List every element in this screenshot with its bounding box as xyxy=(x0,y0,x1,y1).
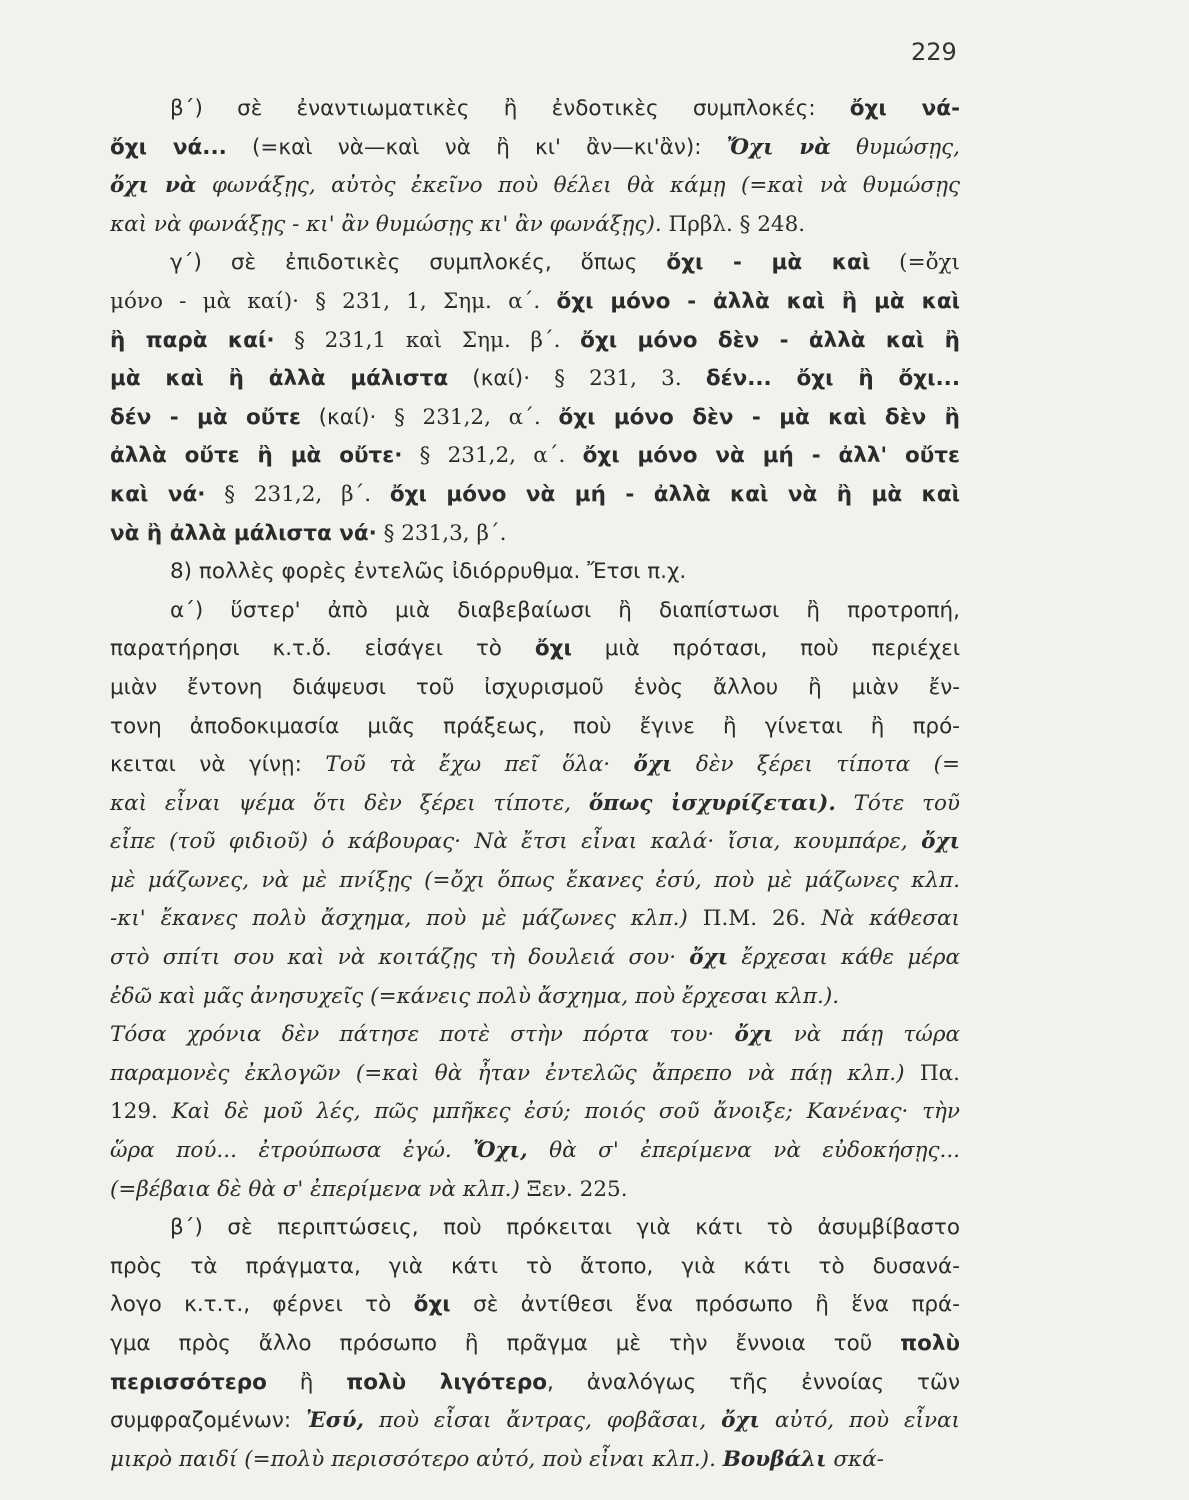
text-run: β΄) σὲ ἐναντιωματικὲς ἢ ἐνδοτικὲς συμπλοκές: xyxy=(170,96,850,121)
text-run: ὄχι νά- xyxy=(849,96,960,121)
text-run: δὲν ξέρει τίποτα (= xyxy=(672,752,960,778)
text-run: παρατήρησι κ.τ.ὅ. εἰσάγει τὸ xyxy=(110,636,535,662)
text-run: Ὄχι, xyxy=(473,1138,528,1164)
text-run: μιὰν ἔντονη διάψευσι τοῦ ἰσχυρισμοῦ ἑνὸς ἄλλου ἢ μιὰν ἔν- xyxy=(110,674,960,700)
text-line xyxy=(110,129,960,168)
text-run: καὶ νά· xyxy=(110,481,206,507)
text-run: λογο κ.τ.τ., φέρνει τὸ xyxy=(110,1292,414,1318)
text-line xyxy=(110,630,960,669)
text-run: § 231,2, β΄. xyxy=(205,481,390,507)
text-run: μὲ μάζωνες, νὰ μὲ πνίξῃς (=ὄχι ὅπως ἔκανες ἐσύ, ποὺ μὲ μάζωνες κλπ. xyxy=(110,867,960,893)
text-run: β΄) σὲ περιπτώσεις, ποὺ πρόκειται γιὰ κάτι τὸ ἀσυμβίβαστο xyxy=(170,1215,960,1241)
text-run: 129. xyxy=(110,1099,172,1125)
text-run: ὄχι μόνο - ἀλλὰ καὶ ἢ μὰ καὶ xyxy=(556,288,960,314)
text-run: ὄχι μόνο δὲν - ἀλλὰ καὶ ἢ xyxy=(580,327,960,353)
text-line xyxy=(110,244,960,283)
text-run: αὐτό, ποὺ εἶναι xyxy=(759,1408,960,1434)
text-run: θυμώσῃς, xyxy=(830,134,960,160)
text-run: Ἐσύ, xyxy=(306,1408,365,1434)
text-run: ὄχι νά... xyxy=(110,134,227,160)
text-run: γ΄) σὲ ἐπιδοτικὲς συμπλοκές, ὅπως xyxy=(170,250,667,276)
text-run: Βουβάλι xyxy=(722,1446,827,1472)
text-line xyxy=(110,1325,960,1364)
text-run: Τόσα χρόνια δὲν πάτησε ποτὲ στὴν πόρτα του· xyxy=(110,1022,735,1048)
text-run: καὶ νὰ φωνάξῃς - κι' ἂν θυμώσῃς κι' ἂν φωνάξῃς). xyxy=(110,211,662,237)
text-run: πρὸς τὰ πράγματα, γιὰ κάτι τὸ ἄτοπο, γιὰ κάτι τὸ δυσανά- xyxy=(110,1253,960,1279)
text-run: κειται νὰ γίνῃ: xyxy=(110,752,326,778)
text-line xyxy=(110,1402,960,1441)
text-run: ποὺ εἶσαι ἄντρας, φοβᾶσαι, xyxy=(364,1408,722,1434)
text-line xyxy=(110,206,960,245)
text-line xyxy=(110,1171,960,1210)
text-run: περισσότερο xyxy=(110,1369,267,1395)
text-line xyxy=(110,1132,960,1171)
text-run: γμα πρὸς ἄλλο πρόσωπο ἢ πρᾶγμα μὲ τὴν ἔννοια τοῦ xyxy=(110,1331,901,1356)
text-line xyxy=(110,823,960,862)
text-run: ὄχι xyxy=(734,1022,774,1048)
text-run: Πα. xyxy=(904,1060,960,1086)
body-text xyxy=(110,90,960,1479)
text-run: τονη ἀποδοκιμασία μιᾶς πράξεως, ποὺ ἔγινε ἢ γίνεται ἢ πρό- xyxy=(110,713,960,739)
text-run: -κι' ἔκανες πολὺ ἄσχημα, ποὺ μὲ μάζωνες κλπ.) xyxy=(110,906,688,932)
text-run: ὄχι μόνο νὰ μή - ἀλλ' οὔτε xyxy=(582,443,960,469)
text-run: πολὺ xyxy=(900,1331,960,1356)
text-run: ὄχι xyxy=(534,636,572,662)
text-line xyxy=(110,978,960,1017)
text-run: Τοῦ τὰ ἔχω πεῖ ὅλα· xyxy=(325,752,634,778)
text-run: § 231, 3. xyxy=(554,366,706,392)
text-run: νὰ πάῃ τώρα xyxy=(773,1022,960,1048)
text-run: ἐδῶ καὶ μᾶς ἀνησυχεῖς (=κάνεις πολὺ ἄσχημα, ποὺ ἔρχεσαι κλπ.). xyxy=(110,983,840,1009)
text-run: α΄) ὕστερ' ἀπὸ μιὰ διαβεβαίωσι ἢ διαπίστωσι ἢ προτροπή, xyxy=(170,597,960,623)
text-run: (=βέβαια δὲ θὰ σ' ἐπερίμενα νὰ κλπ.) xyxy=(110,1176,520,1202)
text-run: μιὰ πρότασι, ποὺ περιέχει xyxy=(571,636,960,662)
text-run: θὰ σ' ἐπερίμενα νὰ εὐδοκήσῃς... xyxy=(527,1138,960,1164)
text-run: ὥρα πού... ἐτρούπωσα ἐγώ. xyxy=(110,1138,474,1164)
text-line xyxy=(110,515,960,554)
text-line xyxy=(110,1016,960,1055)
text-line xyxy=(110,553,960,592)
text-run: § 231,3, β΄. xyxy=(376,520,507,546)
text-run: ὄχι xyxy=(633,752,673,778)
text-run: παραμονὲς ἐκλογῶν (=καὶ θὰ ἦταν ἐντελῶς ἄπρεπο νὰ πάῃ κλπ.) xyxy=(110,1060,905,1086)
text-run: Νὰ κάθεσαι xyxy=(821,906,960,932)
text-run: καὶ εἶναι ψέμα ὅτι δὲν ξέρει τίποτε, xyxy=(110,790,589,816)
text-run: , ἀναλόγως τῆς ἐννοίας τῶν xyxy=(546,1369,960,1395)
text-run: στὸ σπίτι σου καὶ νὰ κοιτάζῃς τὴ δουλειά σου· xyxy=(110,945,690,971)
text-line xyxy=(110,746,960,785)
text-run: (καί)· xyxy=(448,366,555,392)
text-run: ὄχι xyxy=(689,945,729,971)
text-run: πολὺ λιγότερο xyxy=(346,1369,547,1395)
text-run: μικρὸ παιδί (=πολὺ περισσότερο αὐτό, ποὺ εἶναι κλπ.). xyxy=(110,1446,723,1472)
text-line xyxy=(110,1093,960,1132)
text-run: μὰ καὶ ἢ ἀλλὰ μάλιστα xyxy=(110,366,449,392)
text-run: δέν - μὰ οὔτε xyxy=(110,404,301,430)
text-line xyxy=(110,592,960,631)
text-run: ὄχι νὰ xyxy=(110,173,197,199)
text-run: ὄχι - μὰ καὶ xyxy=(666,250,871,276)
text-run: εἶπε (τοῦ φιδιοῦ) ὁ κάβουρας· Νὰ ἔτσι εἶναι καλά· ἴσια, κουμπάρε, xyxy=(110,829,922,855)
text-run: νὰ ἢ ἀλλὰ μάλιστα νά· xyxy=(110,520,377,546)
page-number: 229 xyxy=(911,38,957,66)
text-line xyxy=(110,1209,960,1248)
text-run: ἢ xyxy=(266,1369,347,1395)
text-run: (καί)· xyxy=(300,404,395,430)
text-run: § 231,2, α΄. xyxy=(394,404,559,430)
text-line xyxy=(110,1055,960,1094)
text-line xyxy=(110,669,960,708)
text-run: σκά- xyxy=(826,1446,884,1472)
text-run: § 231,2, α΄. xyxy=(402,443,583,469)
text-line xyxy=(110,283,960,322)
text-run: ἔρχεσαι κάθε μέρα xyxy=(728,945,960,971)
text-run: 8) πολλὲς φορὲς ἐντελῶς ἰδιόρρυθμα. Ἔτσι π.χ. xyxy=(170,559,687,585)
text-run: Ὄχι νὰ xyxy=(726,134,831,160)
text-line xyxy=(110,167,960,206)
text-run: Ξεν. 225. xyxy=(519,1176,628,1202)
text-run: ἀλλὰ οὔτε ἢ μὰ οὔτε· xyxy=(110,443,403,469)
text-run: (=καὶ νὰ—καὶ νὰ ἢ κι' ἂν—κι'ἂν): xyxy=(226,134,727,160)
text-run: ὄχι μόνο νὰ μή - ἀλλὰ καὶ νὰ ἢ μὰ καὶ xyxy=(389,481,960,507)
text-run: Π.Μ. 26. xyxy=(687,906,822,932)
text-line xyxy=(110,785,960,824)
text-run: Πρβλ. § 248. xyxy=(661,211,806,237)
text-line xyxy=(110,90,960,129)
text-run: συμφραζομένων: xyxy=(110,1408,307,1434)
text-line xyxy=(110,437,960,476)
text-run: § 231,1 καὶ Σημ. β΄. xyxy=(274,327,581,353)
text-run: Τότε τοῦ xyxy=(835,790,960,816)
text-line xyxy=(110,1441,960,1480)
text-line xyxy=(110,399,960,438)
text-run: φωνάξῃς, αὐτὸς ἐκεῖνο ποὺ θέλει θὰ κάμῃ (=καὶ νὰ θυμώσῃς xyxy=(196,173,960,199)
text-line xyxy=(110,1286,960,1325)
text-run: δέν... ὄχι ἢ ὄχι... xyxy=(705,366,960,392)
text-line xyxy=(110,939,960,978)
text-line xyxy=(110,862,960,901)
text-run: Καὶ δὲ μοῦ λές, πῶς μπῆκες ἐσύ; ποιός σοῦ ἄνοιξε; Κανένας· τὴν xyxy=(171,1099,960,1125)
text-line xyxy=(110,1248,960,1287)
text-line xyxy=(110,1364,960,1403)
text-run: σὲ ἀντίθεσι ἕνα πρόσωπο ἢ ἕνα πρά- xyxy=(450,1292,960,1318)
text-line xyxy=(110,360,960,399)
text-run: ἢ παρὰ καί· xyxy=(110,327,275,353)
text-run: ὅπως ἰσχυρίζεται). xyxy=(588,790,836,816)
text-run: ὄχι μόνο δὲν - μὰ καὶ δὲν ἢ xyxy=(558,404,960,430)
text-run: (=ὄχι xyxy=(870,250,960,276)
text-run: ὄχι xyxy=(721,1408,760,1434)
text-run: μόνο - μὰ καί)· § 231, 1, Σημ. α΄. xyxy=(110,288,557,314)
text-run: ὄχι xyxy=(413,1292,451,1318)
text-line xyxy=(110,476,960,515)
text-line xyxy=(110,900,960,939)
text-run: ὄχι xyxy=(921,829,960,855)
text-line xyxy=(110,708,960,747)
text-line xyxy=(110,322,960,361)
